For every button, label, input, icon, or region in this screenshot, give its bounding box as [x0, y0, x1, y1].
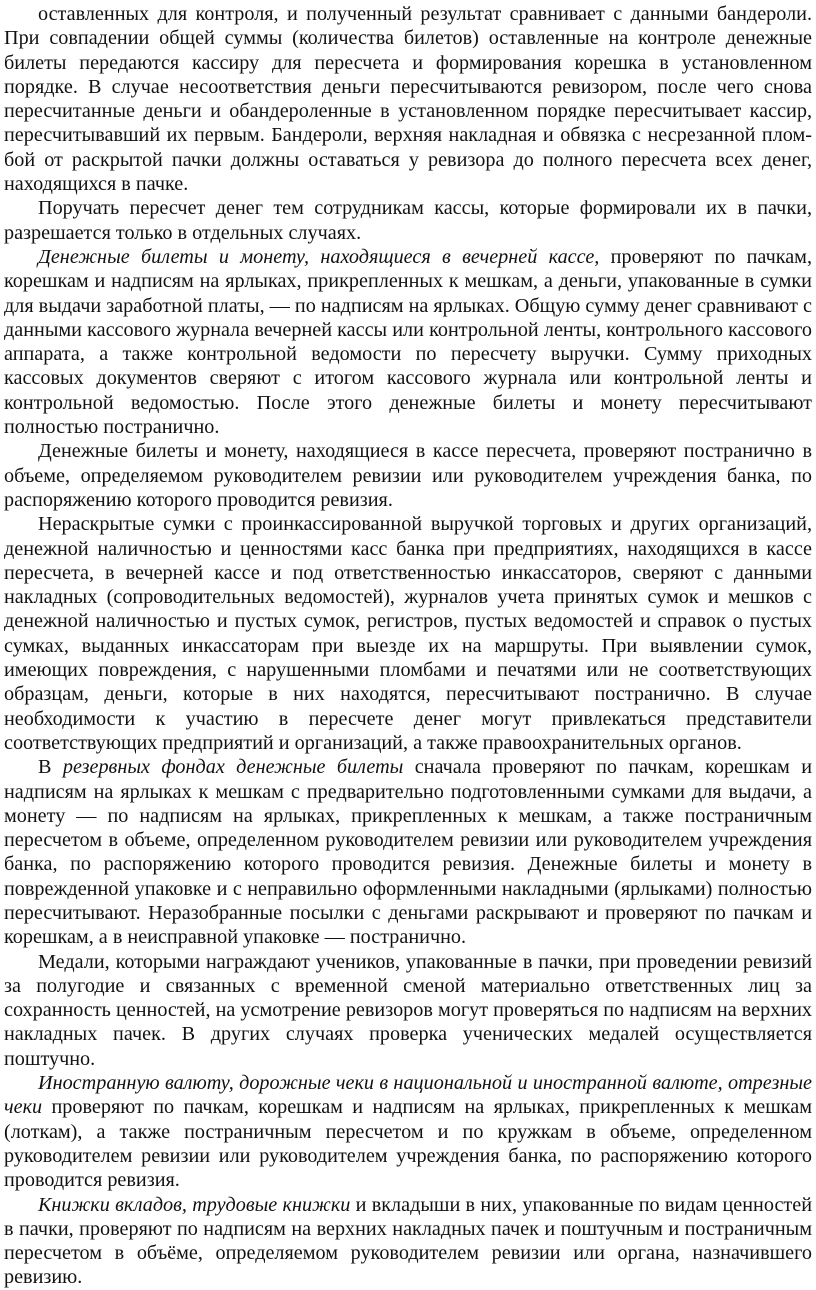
paragraph-7 — [4, 950, 812, 1071]
paragraph-5 — [4, 512, 812, 755]
paragraph-italic-lead: Денежные билеты и монету, находящиеся в вечерней кассе, — [38, 245, 600, 268]
paragraph-text: и вкладыши в них, упакованные по видам ценностей в пачки, проверяют по надписям на верхних накладных пачек и поштучным и постраничным пересчетом в объёме, определяемом руководителем ревизии или органа, назначившего ревизию. — [4, 1193, 812, 1289]
paragraph-text: проверяют по пачкам, корешкам и надписям на ярлыках, прикрепленных к мешкам (лоткам), а также постраничным пересчетом и по кружкам в объеме, определенном руководителем ревизии или руководителем учреждения банка, по распоряжению которого проводится ревизия. — [4, 1096, 812, 1192]
paragraph-text: Медали, которыми награждают учеников, упакованные в пачки, при проведении ревизий за полугодие и связанных с временной сменой материально ответственных лиц за сохранность ценностей, на усмотрение ревизоров могут проверяться по надписям на верхних накладных пачек. В других случаях проверка ученических медалей осуществляется поштучно. — [4, 950, 812, 1070]
paragraph-text: Поручать пересчет денег тем сотрудникам кассы, которые формировали их в пачки, разрешается только в отдельных случаях. — [4, 197, 812, 244]
paragraph-italic-lead: Иностранную валюту, дорожные чеки в национальной и иностранной валюте, отрезные чеки — [4, 1072, 812, 1119]
paragraph-italic-term: резервных фондах денежные билеты — [62, 756, 404, 779]
paragraph-text: проверяют по пачкам, корешкам и надписям на ярлыках, прикрепленных к мешкам, а деньги, упакованные в сумки для выдачи заработной платы, — по надписям на ярлыках. Общую сумму денег сравнивают с данными кассового журнала вечерней кассы или контрольной ленты, контрольного кассового аппарата, а также контрольной ведомости по пересчету выручки. Сумму приходных кассовых документов сверяют с итогом кассового журнала или контрольной ленты и контрольной ведомостью. После этого денежные билеты и монету пересчитывают полностью постранично. — [4, 245, 813, 439]
paragraph-text: оставленных для контроля, и полученный результат сравнивает с данными бандероли. При совпадении общей суммы (количества билетов) оставленные на контроле денежные билеты передаются кассиру для пересчета и формирования корешка в установленном порядке. В случае несоответствия деньги пересчитываются ревизором, после чего снова пересчитанные деньги и обандероленные в установленном порядке пересчитывает кассир, пересчитывавший их первым. Бандероли, верхняя накладная и обвязка с несрезанной пломбой от раскрытой пачки должны оставаться у ревизора до полного пересчета всех денег, находящихся в пачке. — [4, 3, 812, 196]
paragraph-6 — [4, 755, 812, 949]
paragraph-1 — [4, 2, 812, 196]
paragraph-9 — [4, 1193, 812, 1290]
paragraph-3 — [4, 245, 812, 439]
paragraph-text: сначала проверяют по пачкам, корешкам и надписям на ярлыках к мешкам с предварительно подготовленными сумками для выдачи, а монету — по надписям на ярлыках, прикрепленных к мешкам, а также постраничным пересчетом в объеме, определенном руководителем ревизии или руководителем учреждения банка, по распоряжению которого проводится ревизия. Денежные билеты и монету в поврежденной упаковке и с неправильно оформленными накладными (ярлыками) полностью пересчитывают. Неразобранные посылки с деньгами раскрывают и проверяют по пачкам и корешкам, а в неисправной упаковке — постранично. — [4, 756, 812, 949]
paragraph-text: Нераскрытые сумки с проинкассированной выручкой торговых и других организаций, денежной наличностью и ценностями касс банка при предприятиях, находящихся в кассе пересчета, в вечерней кассе и под ответственностью инкассаторов, сверяют с данными накладных (сопроводительных ведомостей), журналов учета принятых сумок и мешков с денежной наличностью и пустых сумок, регистров, пустых ведомостей и справок о пустых сумках, выданных инкассаторам при выезде их на маршруты. При выявлении сумок, имеющих повреждения, с нарушенными пломбами и печатями или не соответствующих образцам, деньги, которые в них находятся, пересчитывают постранично. В случае необходимости к участию в пересчете денег могут привлекаться представители соответствующих предприятий и организаций, а также правоохранительных органов. — [4, 513, 812, 754]
paragraph-4 — [4, 439, 812, 512]
paragraph-2 — [4, 196, 812, 245]
paragraph-text: Денежные билеты и монету, находящиеся в кассе пересчета, проверяют постранично в объеме, определяемом руководителем ревизии или руководителем учреждения банка, по распоряжению которого проводится ревизия. — [4, 440, 812, 511]
paragraph-text: В — [38, 756, 63, 779]
paragraph-8 — [4, 1071, 812, 1192]
paragraph-italic-lead: Книжки вкладов, трудовые книжки — [38, 1193, 351, 1216]
